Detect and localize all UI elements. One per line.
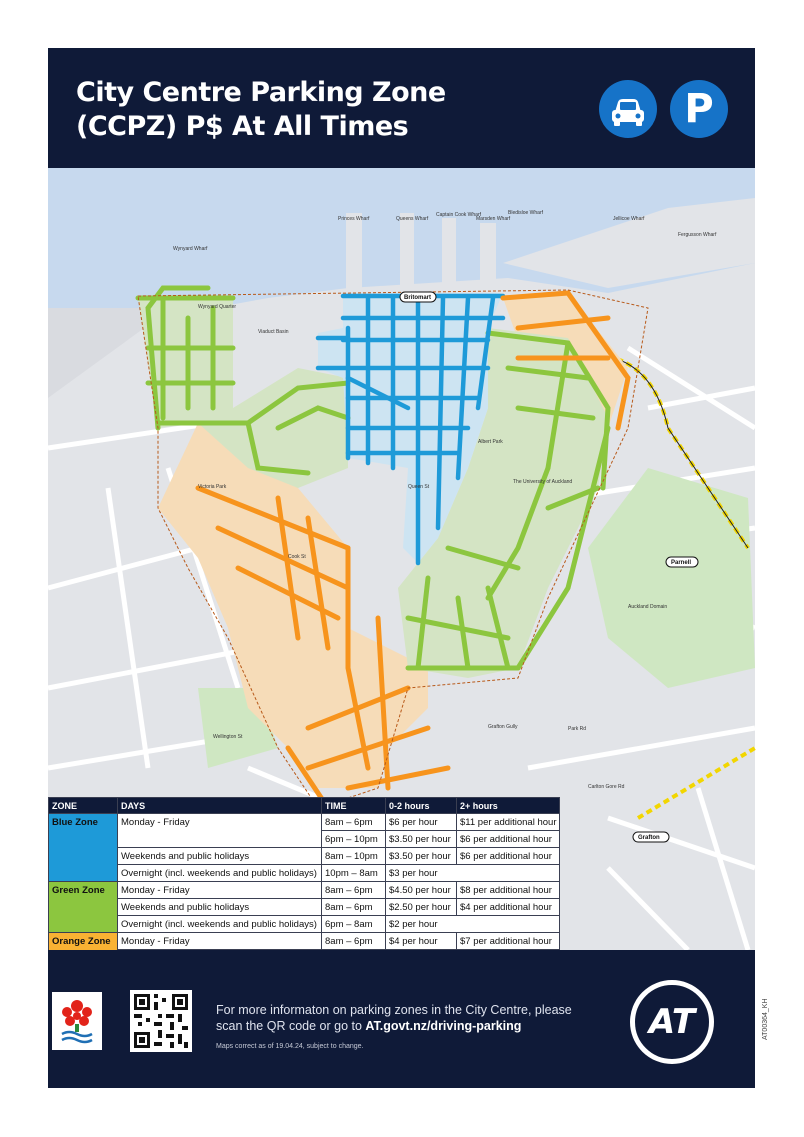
- cell-after: $6 per additional hour: [457, 848, 560, 865]
- info-text: [216, 1002, 616, 1034]
- label-viaduct-basin: Viaduct Basin: [258, 329, 289, 335]
- table-row: [49, 933, 560, 950]
- cell-time: 8am – 6pm: [322, 899, 386, 916]
- cell-days: Monday - Friday: [118, 882, 322, 899]
- cell-time: 8am – 10pm: [322, 848, 386, 865]
- label-marsden-wharf: Marsden Wharf: [476, 216, 511, 222]
- footer: [48, 950, 755, 1088]
- label-university: The University of Auckland: [513, 479, 573, 485]
- cell-after: $8 per additional hour: [457, 882, 560, 899]
- map: [48, 168, 755, 950]
- cell-first: $3.50 per hour: [386, 831, 457, 848]
- label-wynyard-wharf: Wynyard Wharf: [173, 246, 208, 252]
- label-fergusson-wharf: Fergusson Wharf: [678, 232, 717, 238]
- cell-after: $6 per additional hour: [457, 831, 560, 848]
- cell-first: $2.50 per hour: [386, 899, 457, 916]
- cell-time: 8am – 6pm: [322, 933, 386, 950]
- header-additional-hours: 2+ hours: [457, 798, 560, 814]
- table-row: [49, 882, 560, 899]
- svg-text:Grafton: Grafton: [638, 835, 660, 841]
- auckland-council-logo: [52, 992, 102, 1050]
- info-line-2-prefix: scan the QR code or go to: [216, 1019, 366, 1033]
- cell-after: $4 per additional hour: [457, 899, 560, 916]
- cell-time: 6pm – 8am: [322, 916, 386, 933]
- label-carlton-gore-rd: Carlton Gore Rd: [588, 784, 625, 790]
- website-link[interactable]: AT.govt.nz/driving-parking: [365, 1019, 522, 1033]
- cell-days: Overnight (incl. weekends and public holidays): [118, 916, 322, 933]
- cell-first: $3.50 per hour: [386, 848, 457, 865]
- cell-time: 8am – 6pm: [322, 882, 386, 899]
- cell-days: Overnight (incl. weekends and public holidays): [118, 865, 322, 882]
- zone-blue: Blue Zone: [49, 814, 118, 882]
- table-row: [49, 848, 560, 865]
- label-auckland-domain: Auckland Domain: [628, 604, 668, 610]
- cell-days: Monday - Friday: [118, 933, 322, 950]
- station-parnell: [666, 557, 698, 567]
- header-zone: ZONE: [49, 798, 118, 814]
- table-row: [49, 899, 560, 916]
- page-title: [76, 76, 446, 144]
- poster: [48, 48, 755, 1088]
- station-grafton: [633, 832, 669, 842]
- label-bledisloe-wharf: Bledisloe Wharf: [508, 210, 544, 216]
- svg-text:Parnell: Parnell: [671, 560, 692, 566]
- label-captain-cook-wharf: Captain Cook Wharf: [436, 212, 482, 218]
- label-victoria-park: Victoria Park: [198, 484, 227, 490]
- cell-days: Weekends and public holidays: [118, 899, 322, 916]
- title-line-2: (CCPZ) P$ At All Times: [76, 111, 409, 142]
- label-park-rd: Park Rd: [568, 726, 587, 732]
- header-time: TIME: [322, 798, 386, 814]
- cell-first: $3 per hour: [386, 865, 560, 882]
- at-logo-text: AT: [648, 1002, 696, 1042]
- document-code: AT00364_KH: [762, 998, 769, 1040]
- label-jellicoe-wharf: Jellicoe Wharf: [613, 216, 645, 222]
- parking-icon: P: [670, 80, 728, 138]
- label-cook-st: Cook St: [288, 554, 306, 560]
- label-wynyard-quarter: Wynyard Quarter: [198, 304, 237, 310]
- label-princes-wharf: Princes Wharf: [338, 216, 370, 222]
- cell-days: Weekends and public holidays: [118, 848, 322, 865]
- header: [48, 48, 755, 168]
- title-line-1: City Centre Parking Zone: [76, 77, 446, 108]
- label-wellington-st: Wellington St: [213, 734, 243, 740]
- cell-time: 8am – 6pm: [322, 814, 386, 831]
- header-first-hours: 0-2 hours: [386, 798, 457, 814]
- svg-text:Britomart: Britomart: [404, 295, 432, 301]
- cell-time: 10pm – 8am: [322, 865, 386, 882]
- car-icon: [599, 80, 657, 138]
- header-days: DAYS: [118, 798, 322, 814]
- cell-first: $4.50 per hour: [386, 882, 457, 899]
- cell-first: $4 per hour: [386, 933, 457, 950]
- auckland-transport-logo: [630, 980, 714, 1064]
- cell-after: $11 per additional hour: [457, 814, 560, 831]
- cell-first: $2 per hour: [386, 916, 560, 933]
- cell-first: $6 per hour: [386, 814, 457, 831]
- info-line-1: For more informaton on parking zones in the City Centre, please: [216, 1003, 572, 1017]
- station-britomart: [400, 292, 436, 302]
- label-albert-park: Albert Park: [478, 439, 503, 445]
- cell-after: $7 per additional hour: [457, 933, 560, 950]
- table-header-row: [49, 798, 560, 814]
- cell-time: 6pm – 10pm: [322, 831, 386, 848]
- zone-green: Green Zone: [49, 882, 118, 933]
- table-row: [49, 814, 560, 831]
- cell-days: Monday - Friday: [118, 814, 322, 848]
- table-row: [49, 916, 560, 933]
- table-row: [49, 865, 560, 882]
- label-queen-st: Queen St: [408, 484, 430, 490]
- qr-code[interactable]: [130, 990, 192, 1052]
- disclaimer-note: Maps correct as of 19.04.24, subject to change.: [216, 1043, 364, 1050]
- label-queens-wharf: Queens Wharf: [396, 216, 429, 222]
- label-grafton-gully: Grafton Gully: [488, 724, 518, 730]
- zone-orange: Orange Zone: [49, 933, 118, 984]
- info-line-2: [216, 1018, 616, 1034]
